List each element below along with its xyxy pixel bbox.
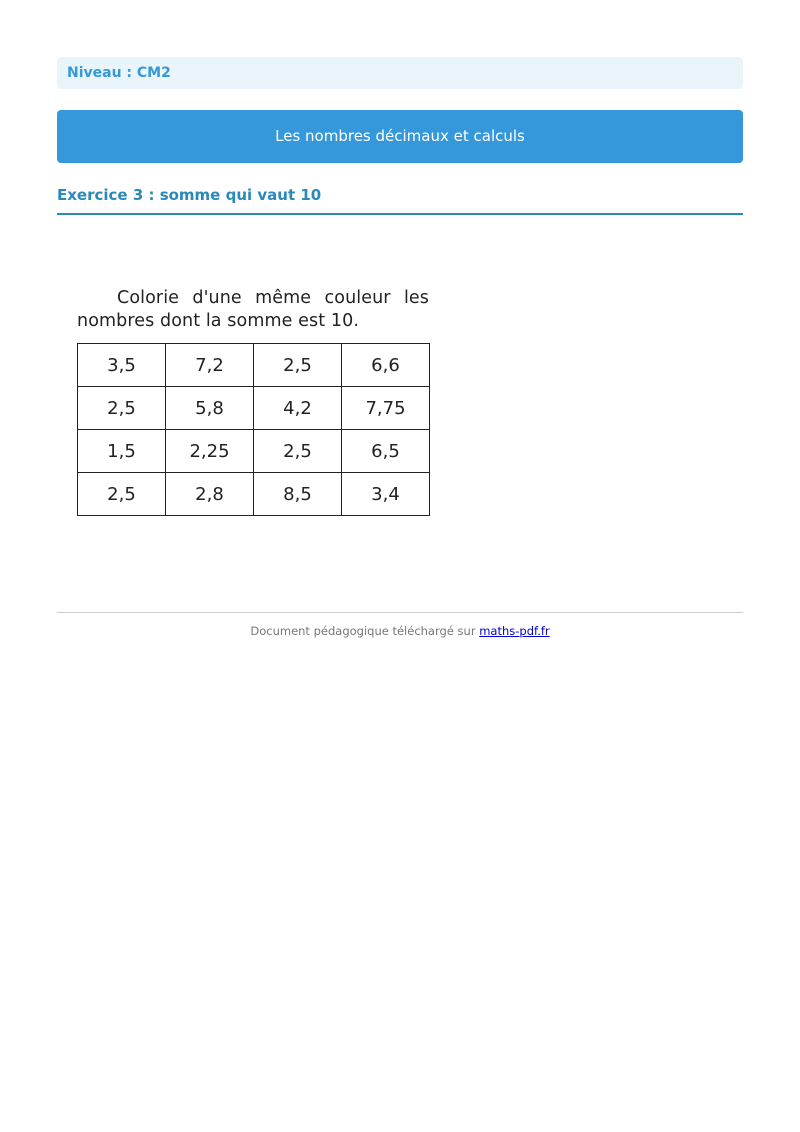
footer-site-link[interactable]: maths-pdf.fr [479,624,550,638]
footer-divider [57,612,743,613]
footer-text: Document pédagogique téléchargé sur [250,624,476,638]
grid-cell: 2,5 [78,387,166,430]
exercise-title-text: Exercice 3 : somme qui vaut 10 [57,186,322,204]
grid-cell: 3,4 [342,473,430,516]
grid-cell: 2,5 [254,430,342,473]
grid-cell: 3,5 [78,344,166,387]
grid-cell: 2,5 [254,344,342,387]
grid-cell: 1,5 [78,430,166,473]
grid-cell: 2,5 [78,473,166,516]
grid-row [78,430,430,473]
title-banner [57,110,743,163]
grid-cell: 4,2 [254,387,342,430]
grid-cell: 6,6 [342,344,430,387]
grid-cell: 5,8 [166,387,254,430]
grid-cell: 7,75 [342,387,430,430]
number-grid [77,343,430,516]
grid-cell: 6,5 [342,430,430,473]
grid-cell: 2,25 [166,430,254,473]
exercise-title [57,183,743,215]
grid-cell: 8,5 [254,473,342,516]
grid-row [78,344,430,387]
page-title: Les nombres décimaux et calculs [275,127,525,145]
level-header [57,57,743,89]
grid-row [78,473,430,516]
exercise-instruction: Colorie d'une même couleur les nombres dont la somme est 10. [77,288,429,331]
grid-cell: 7,2 [166,344,254,387]
level-label: Niveau : CM2 [67,65,171,81]
footer [57,624,743,638]
grid-cell: 2,8 [166,473,254,516]
grid-row [78,387,430,430]
